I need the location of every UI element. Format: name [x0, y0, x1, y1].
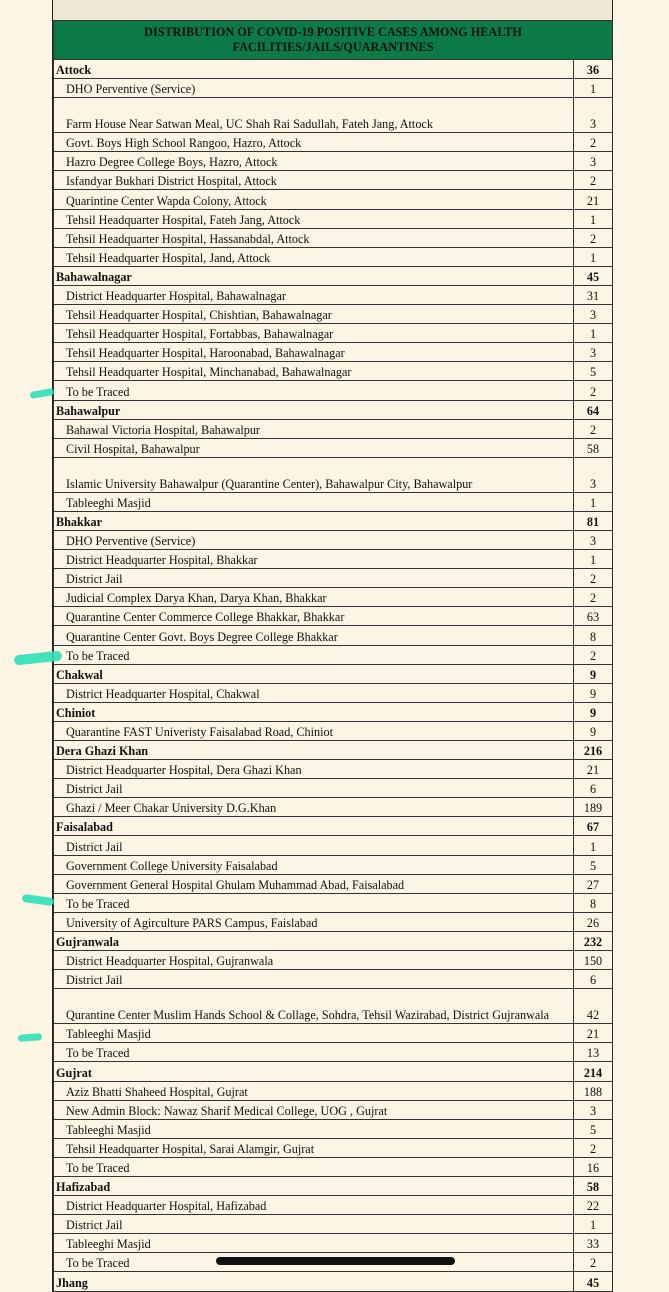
facility-count: 2: [574, 171, 613, 190]
facility-name: To be Traced: [54, 381, 574, 400]
district-row: [54, 741, 613, 760]
facility-row: [54, 247, 613, 266]
district-name: Chiniot: [54, 702, 574, 721]
facility-count: 63: [574, 607, 613, 626]
facility-row: [54, 836, 613, 855]
facility-row: [54, 324, 613, 343]
facility-row: [54, 683, 613, 702]
district-total: 45: [574, 1272, 613, 1291]
facility-count: 1: [574, 1215, 613, 1234]
facility-count: 6: [574, 970, 613, 989]
facility-row: [54, 760, 613, 779]
facility-name: Judicial Complex Darya Khan, Darya Khan, Bhakkar: [54, 588, 574, 607]
table-header-row: [54, 21, 613, 60]
facility-name: District Headquarter Hospital, Bahawalnagar: [54, 285, 574, 304]
facility-count: 2: [574, 569, 613, 588]
facility-count: 8: [574, 626, 613, 645]
facility-row: [54, 1234, 613, 1253]
facility-name: Quarantine Center Commerce College Bhakkar, Bhakkar: [54, 607, 574, 626]
district-name: Bhakkar: [54, 511, 574, 530]
facility-name: To be Traced: [54, 1157, 574, 1176]
district-total: 45: [574, 266, 613, 285]
district-name: Bahawalnagar: [54, 266, 574, 285]
cases-table-body: [54, 21, 613, 1292]
facility-count: 189: [574, 798, 613, 817]
facility-count: 42: [574, 989, 613, 1024]
facility-count: 2: [574, 419, 613, 438]
cases-table: [53, 20, 613, 1292]
district-total: 214: [574, 1062, 613, 1081]
district-row: [54, 266, 613, 285]
facility-count: 1: [574, 492, 613, 511]
facility-count: 188: [574, 1081, 613, 1100]
home-indicator[interactable]: [216, 1257, 455, 1265]
district-name: Dera Ghazi Khan: [54, 741, 574, 760]
facility-count: 13: [574, 1043, 613, 1062]
district-row: [54, 511, 613, 530]
district-total: 81: [574, 511, 613, 530]
facility-name: Tehsil Headquarter Hospital, Minchanabad, Bahawalnagar: [54, 362, 574, 381]
facility-count: 1: [574, 79, 613, 98]
district-total: 64: [574, 400, 613, 419]
facility-count: 2: [574, 381, 613, 400]
facility-name: Tableeghi Masjid: [54, 492, 574, 511]
district-name: Hafizabad: [54, 1176, 574, 1195]
facility-count: 1: [574, 324, 613, 343]
facility-name: Tehsil Headquarter Hospital, Jand, Attock: [54, 247, 574, 266]
facility-count: 21: [574, 1024, 613, 1043]
district-total: 9: [574, 702, 613, 721]
district-row: [54, 931, 613, 950]
facility-row: [54, 152, 613, 171]
facility-name: District Jail: [54, 836, 574, 855]
facility-row: [54, 419, 613, 438]
facility-count: 33: [574, 1234, 613, 1253]
facility-count: 3: [574, 305, 613, 324]
facility-row: [54, 989, 613, 1024]
facility-row: [54, 1157, 613, 1176]
facility-name: University of Agirculture PARS Campus, Faislabad: [54, 912, 574, 931]
facility-row: [54, 798, 613, 817]
facility-name: Hazro Degree College Boys, Hazro, Attock: [54, 152, 574, 171]
facility-name: District Jail: [54, 1215, 574, 1234]
facility-name: Tableeghi Masjid: [54, 1119, 574, 1138]
facility-count: 26: [574, 912, 613, 931]
facility-row: [54, 381, 613, 400]
facility-name: Tehsil Headquarter Hospital, Fortabbas, Bahawalnagar: [54, 324, 574, 343]
district-row: [54, 664, 613, 683]
facility-row: [54, 209, 613, 228]
facility-name: Quarantine Center Govt. Boys Degree College Bhakkar: [54, 626, 574, 645]
facility-count: 1: [574, 209, 613, 228]
facility-row: [54, 1100, 613, 1119]
facility-name: District Jail: [54, 970, 574, 989]
facility-row: [54, 530, 613, 549]
facility-count: 2: [574, 1253, 613, 1272]
facility-name: To be Traced: [54, 645, 574, 664]
facility-name: DHO Perventive (Service): [54, 79, 574, 98]
facility-count: 22: [574, 1196, 613, 1215]
facility-name: District Headquarter Hospital, Chakwal: [54, 683, 574, 702]
district-total: 232: [574, 931, 613, 950]
district-total: 36: [574, 60, 613, 79]
facility-row: [54, 457, 613, 492]
district-total: 216: [574, 741, 613, 760]
facility-count: 1: [574, 836, 613, 855]
facility-count: 21: [574, 760, 613, 779]
district-row: [54, 1272, 613, 1291]
facility-row: [54, 779, 613, 798]
facility-row: [54, 645, 613, 664]
facility-row: [54, 1215, 613, 1234]
district-name: Faisalabad: [54, 817, 574, 836]
facility-count: 58: [574, 438, 613, 457]
highlighter-mark: [18, 1033, 42, 1042]
facility-count: 6: [574, 779, 613, 798]
table-title: DISTRIBUTION OF COVID-19 POSITIVE CASES AMONG HEALTH FACILITIES/JAILS/QUARANTINES: [54, 21, 613, 60]
facility-name: Civil Hospital, Bahawalpur: [54, 438, 574, 457]
district-row: [54, 400, 613, 419]
cases-table-sheet: [52, 20, 613, 1292]
district-name: Attock: [54, 60, 574, 79]
facility-name: Govt. Boys High School Rangoo, Hazro, Attock: [54, 133, 574, 152]
facility-name: New Admin Block: Nawaz Sharif Medical College, UOG , Gujrat: [54, 1100, 574, 1119]
district-name: Bahawalpur: [54, 400, 574, 419]
facility-count: 31: [574, 285, 613, 304]
facility-row: [54, 362, 613, 381]
facility-name: Qurantine Center Muslim Hands School & Collage, Sohdra, Tehsil Wazirabad, District Gujranwala: [54, 989, 574, 1024]
facility-row: [54, 626, 613, 645]
facility-name: Islamic University Bahawalpur (Quarantine Center), Bahawalpur City, Bahawalpur: [54, 457, 574, 492]
district-row: [54, 817, 613, 836]
facility-count: 3: [574, 98, 613, 133]
facility-count: 2: [574, 133, 613, 152]
facility-count: 3: [574, 1100, 613, 1119]
district-row: [54, 1062, 613, 1081]
facility-name: Tehsil Headquarter Hospital, Haroonabad, Bahawalnagar: [54, 343, 574, 362]
facility-name: To be Traced: [54, 1043, 574, 1062]
district-total: 58: [574, 1176, 613, 1195]
facility-name: Quarantine FAST Univeristy Faisalabad Road, Chiniot: [54, 721, 574, 740]
facility-count: 8: [574, 893, 613, 912]
facility-row: [54, 893, 613, 912]
highlighter-mark: [30, 388, 55, 399]
facility-name: District Jail: [54, 779, 574, 798]
facility-row: [54, 874, 613, 893]
facility-count: 2: [574, 228, 613, 247]
page-top-margin: [52, 0, 613, 20]
facility-name: Tableeghi Masjid: [54, 1234, 574, 1253]
facility-row: [54, 171, 613, 190]
facility-row: [54, 607, 613, 626]
facility-name: District Headquarter Hospital, Hafizabad: [54, 1196, 574, 1215]
facility-count: 3: [574, 152, 613, 171]
facility-row: [54, 855, 613, 874]
facility-count: 150: [574, 951, 613, 970]
district-name: Chakwal: [54, 664, 574, 683]
facility-name: District Jail: [54, 569, 574, 588]
facility-count: 9: [574, 683, 613, 702]
facility-name: DHO Perventive (Service): [54, 530, 574, 549]
facility-name: To be Traced: [54, 893, 574, 912]
facility-count: 1: [574, 247, 613, 266]
facility-name: To be Traced: [54, 1253, 574, 1272]
facility-row: [54, 588, 613, 607]
facility-name: Tehsil Headquarter Hospital, Sarai Alamgir, Gujrat: [54, 1138, 574, 1157]
facility-count: 16: [574, 1157, 613, 1176]
facility-count: 3: [574, 530, 613, 549]
facility-row: [54, 912, 613, 931]
facility-name: Farm House Near Satwan Meal, UC Shah Rai Sadullah, Fateh Jang, Attock: [54, 98, 574, 133]
district-name: Jhang: [54, 1272, 574, 1291]
facility-name: Government General Hospital Ghulam Muhammad Abad, Faisalabad: [54, 874, 574, 893]
facility-name: Isfandyar Bukhari District Hospital, Attock: [54, 171, 574, 190]
facility-row: [54, 438, 613, 457]
facility-row: [54, 190, 613, 209]
facility-count: 3: [574, 343, 613, 362]
facility-row: [54, 305, 613, 324]
facility-name: Aziz Bhatti Shaheed Hospital, Gujrat: [54, 1081, 574, 1100]
facility-name: District Headquarter Hospital, Bhakkar: [54, 550, 574, 569]
facility-count: 2: [574, 588, 613, 607]
facility-count: 5: [574, 855, 613, 874]
facility-count: 1: [574, 550, 613, 569]
facility-name: District Headquarter Hospital, Gujranwala: [54, 951, 574, 970]
facility-name: Quarintine Center Wapda Colony, Attock: [54, 190, 574, 209]
facility-row: [54, 550, 613, 569]
facility-name: Bahawal Victoria Hospital, Bahawalpur: [54, 419, 574, 438]
facility-count: 5: [574, 362, 613, 381]
facility-row: [54, 1138, 613, 1157]
district-name: Gujranwala: [54, 931, 574, 950]
facility-count: 27: [574, 874, 613, 893]
district-name: Gujrat: [54, 1062, 574, 1081]
facility-row: [54, 1081, 613, 1100]
facility-row: [54, 1024, 613, 1043]
facility-row: [54, 1196, 613, 1215]
facility-name: Tehsil Headquarter Hospital, Fateh Jang, Attock: [54, 209, 574, 228]
facility-row: [54, 951, 613, 970]
facility-name: Tehsil Headquarter Hospital, Hassanabdal, Attock: [54, 228, 574, 247]
facility-row: [54, 492, 613, 511]
facility-name: Ghazi / Meer Chakar University D.G.Khan: [54, 798, 574, 817]
facility-row: [54, 228, 613, 247]
highlighter-mark: [22, 894, 55, 906]
facility-row: [54, 1119, 613, 1138]
facility-count: 5: [574, 1119, 613, 1138]
facility-row: [54, 970, 613, 989]
facility-count: 3: [574, 457, 613, 492]
facility-name: District Headquarter Hospital, Dera Ghazi Khan: [54, 760, 574, 779]
facility-name: Tehsil Headquarter Hospital, Chishtian, Bahawalnagar: [54, 305, 574, 324]
facility-row: [54, 721, 613, 740]
facility-row: [54, 79, 613, 98]
facility-row: [54, 569, 613, 588]
facility-row: [54, 1043, 613, 1062]
facility-row: [54, 343, 613, 362]
district-row: [54, 702, 613, 721]
facility-count: 9: [574, 721, 613, 740]
facility-name: Government College University Faisalabad: [54, 855, 574, 874]
district-row: [54, 1176, 613, 1195]
facility-count: 2: [574, 645, 613, 664]
facility-row: [54, 98, 613, 133]
facility-name: Tableeghi Masjid: [54, 1024, 574, 1043]
facility-row: [54, 285, 613, 304]
facility-count: 21: [574, 190, 613, 209]
district-total: 67: [574, 817, 613, 836]
facility-row: [54, 133, 613, 152]
facility-count: 2: [574, 1138, 613, 1157]
district-row: [54, 60, 613, 79]
district-total: 9: [574, 664, 613, 683]
